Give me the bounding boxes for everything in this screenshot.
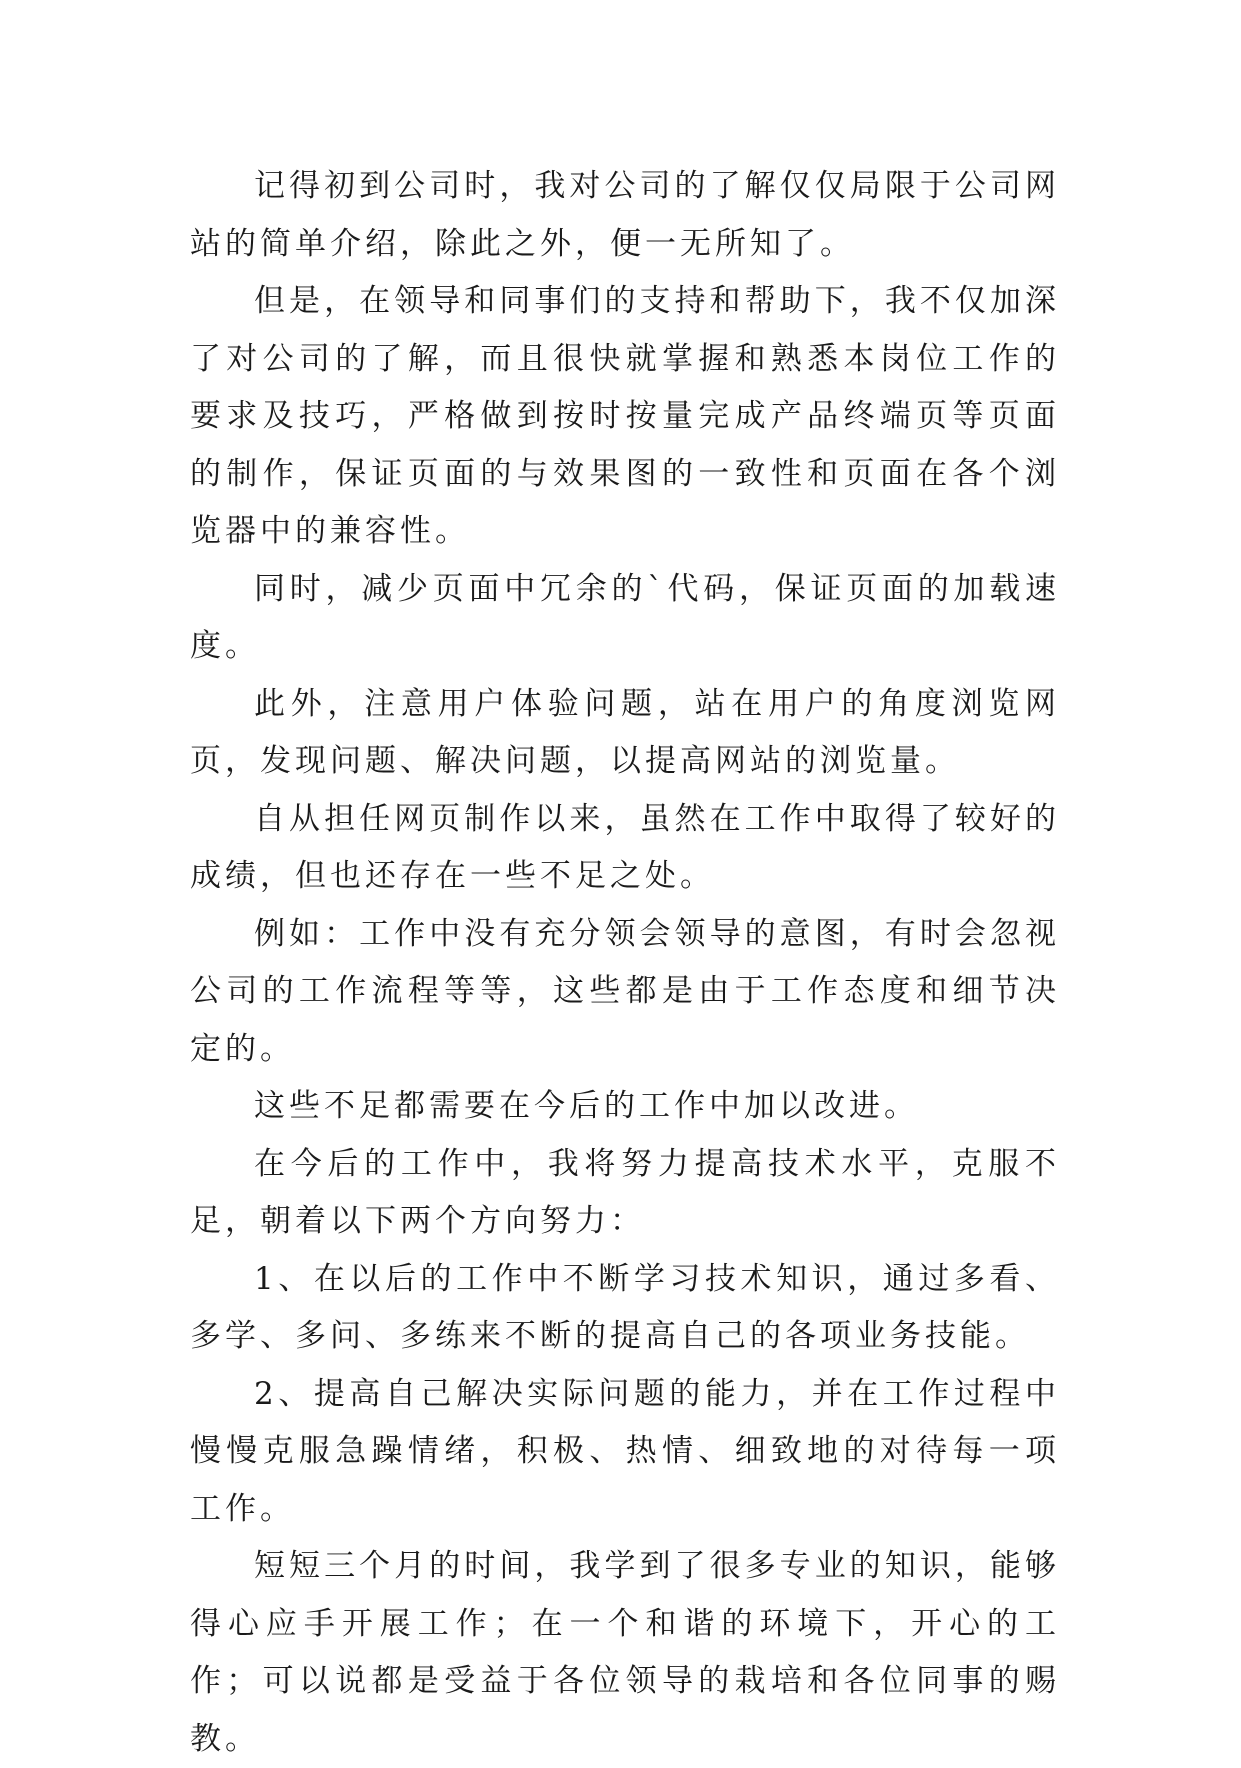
paragraph: 1、在以后的工作中不断学习技术知识，通过多看、多学、多问、多练来不断的提高自己的各项业务技能。 (190, 1260, 1060, 1354)
paragraph: 此外，注意用户体验问题，站在用户的角度浏览网页，发现问题、解决问题，以提高网站的浏览量。 (190, 685, 1060, 779)
paragraph: 但是，在领导和同事们的支持和帮助下，我不仅加深了对公司的了解，而且很快就掌握和熟悉本岗位工作的要求及技巧，严格做到按时按量完成产品终端页等页面的制作，保证页面的与效果图的一致性和页面在各个浏览器中的兼容性。 (190, 283, 1060, 549)
paragraph: 记得初到公司时，我对公司的了解仅仅局限于公司网站的简单介绍，除此之外，便一无所知了。 (190, 168, 1060, 262)
paragraph: 短短三个月的时间，我学到了很多专业的知识，能够得心应手开展工作；在一个和谐的环境下，开心的工作；可以说都是受益于各位领导的栽培和各位同事的赐教。 (190, 1548, 1060, 1757)
paragraph: 在今后的工作中，我将努力提高技术水平，克服不足，朝着以下两个方向努力： (190, 1145, 1060, 1239)
paragraph: 同时，减少页面中冗余的`代码，保证页面的加载速度。 (190, 570, 1060, 664)
paragraph: 自从担任网页制作以来，虽然在工作中取得了较好的成绩，但也还存在一些不足之处。 (190, 800, 1060, 894)
paragraph: 例如：工作中没有充分领会领导的意图，有时会忽视公司的工作流程等等，这些都是由于工作态度和细节决定的。 (190, 915, 1060, 1067)
paragraph: 2、提高自己解决实际问题的能力，并在工作过程中慢慢克服急躁情绪，积极、热情、细致地的对待每一项工作。 (190, 1375, 1060, 1527)
paragraph: 这些不足都需要在今后的工作中加以改进。 (254, 1088, 919, 1124)
document-body (190, 158, 1060, 1768)
